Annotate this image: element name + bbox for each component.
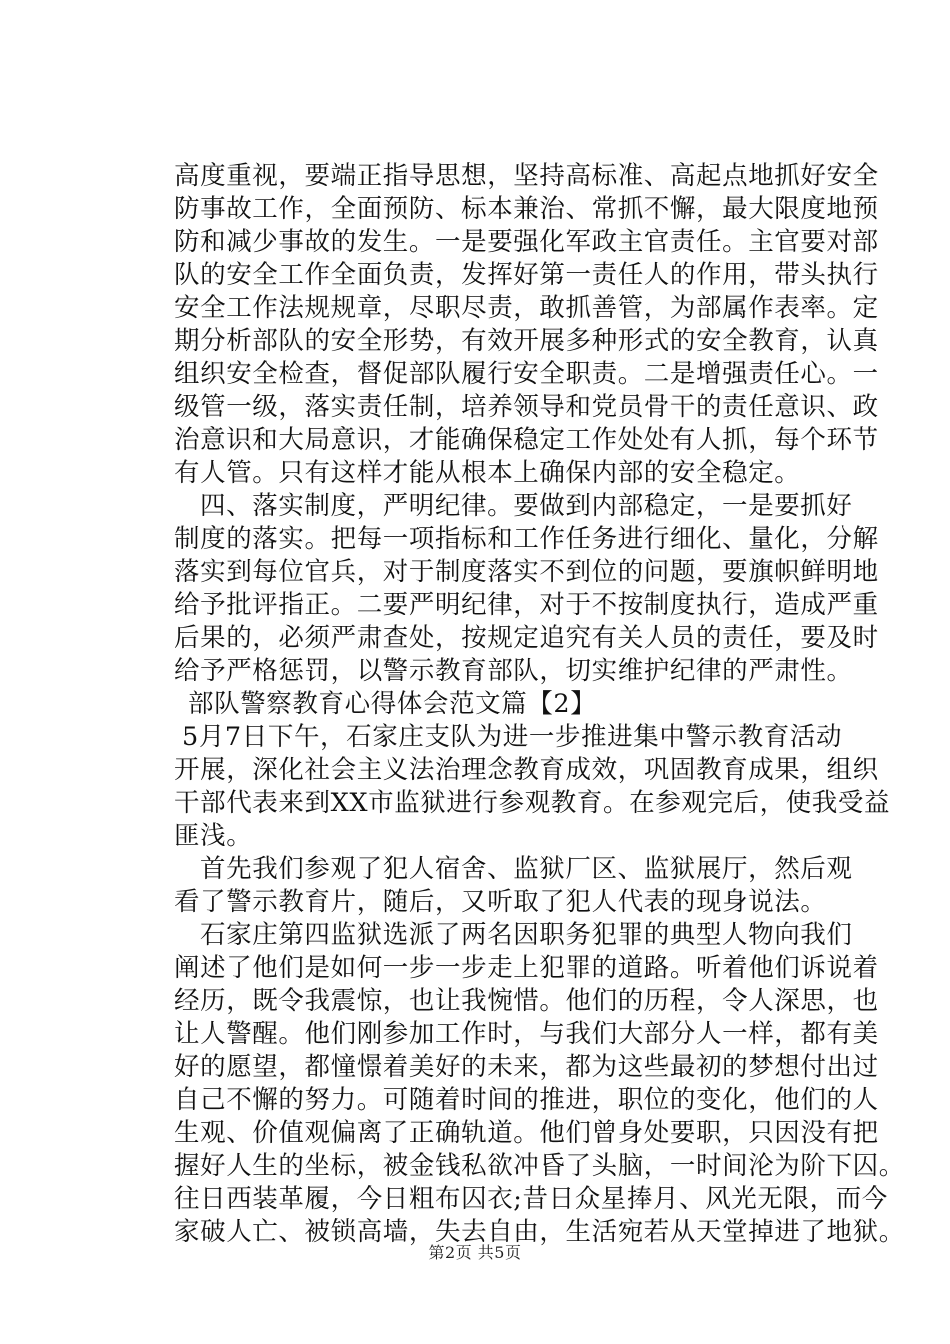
text-line: 家破人亡、被锁高墙，失去自由，生活宛若从天堂掉进了地狱。 <box>174 1217 905 1247</box>
section-heading: 部队警察教育心得体会范文篇【2】 <box>188 689 597 719</box>
text-line: 自己不懈的努力。可随着时间的推进，职位的变化，他们的人 <box>174 1085 879 1115</box>
text-line: 经历，既令我震惊，也让我惋惜。他们的历程，令人深思，也 <box>174 986 879 1016</box>
text-line: 好的愿望，都憧憬着美好的未来，都为这些最初的梦想付出过 <box>174 1052 879 1082</box>
paragraph-start-line: 石家庄第四监狱选派了两名因职务犯罪的典型人物向我们 <box>200 920 853 950</box>
document-body <box>174 160 905 1249</box>
paragraph-start-line: 5月7日下午，石家庄支队为进一步推进集中警示教育活动 <box>182 722 843 752</box>
text-line: 往日西装革履，今日粗布囚衣;昔日众星捧月、风光无限，而今 <box>174 1184 888 1214</box>
text-line: 防和减少事故的发生。一是要强化军政主官责任。主官要对部 <box>174 227 879 257</box>
text-line: 期分析部队的安全形势，有效开展多种形式的安全教育，认真 <box>174 326 879 356</box>
paragraph-start-line: 首先我们参观了犯人宿舍、监狱厂区、监狱展厅，然后观 <box>200 854 853 884</box>
text-line: 生观、价值观偏离了正确轨道。他们曾身处要职，只因没有把 <box>174 1118 879 1148</box>
text-line: 看了警示教育片，随后，又听取了犯人代表的现身说法。 <box>174 887 827 917</box>
text-line: 让人警醒。他们刚参加工作时，与我们大部分人一样，都有美 <box>174 1019 879 1049</box>
text-line: 有人管。只有这样才能从根本上确保内部的安全稳定。 <box>174 458 801 488</box>
page-number-footer: 第2页 共5页 <box>428 1243 522 1262</box>
text-line: 给予严格惩罚，以警示教育部队，切实维护纪律的严肃性。 <box>174 656 853 686</box>
text-line: 队的安全工作全面负责，发挥好第一责任人的作用，带头执行 <box>174 260 879 290</box>
text-line: 组织安全检查，督促部队履行安全职责。二是增强责任心。一 <box>174 359 879 389</box>
text-line: 干部代表来到XX市监狱进行参观教育。在参观完后，使我受益 <box>174 788 891 818</box>
text-line: 后果的，必须严肃查处，按规定追究有关人员的责任，要及时 <box>174 623 879 653</box>
text-line: 给予批评指正。二要严明纪律，对于不按制度执行，造成严重 <box>174 590 879 620</box>
text-line: 高度重视，要端正指导思想，坚持高标准、高起点地抓好安全 <box>174 161 879 191</box>
text-line: 开展，深化社会主义法治理念教育成效，巩固教育成果，组织 <box>174 755 879 785</box>
text-line: 级管一级，落实责任制，培养领导和党员骨干的责任意识、政 <box>174 392 879 422</box>
text-line: 制度的落实。把每一项指标和工作任务进行细化、量化，分解 <box>174 524 879 554</box>
text-line: 治意识和大局意识，才能确保稳定工作处处有人抓，每个环节 <box>174 425 879 455</box>
text-line: 安全工作法规规章，尽职尽责，敢抓善管，为部属作表率。定 <box>174 293 879 323</box>
text-line: 防事故工作，全面预防、标本兼治、常抓不懈，最大限度地预 <box>174 194 879 224</box>
text-line: 匪浅。 <box>174 821 253 851</box>
text-line: 落实到每位官兵，对于制度落实不到位的问题，要旗帜鲜明地 <box>174 557 879 587</box>
text-line: 阐述了他们是如何一步一步走上犯罪的道路。听着他们诉说着 <box>174 953 879 983</box>
text-line: 握好人生的坐标，被金钱私欲冲昏了头脑，一时间沦为阶下囚。 <box>174 1151 905 1181</box>
paragraph-start-line: 四、落实制度，严明纪律。要做到内部稳定，一是要抓好 <box>200 491 853 521</box>
